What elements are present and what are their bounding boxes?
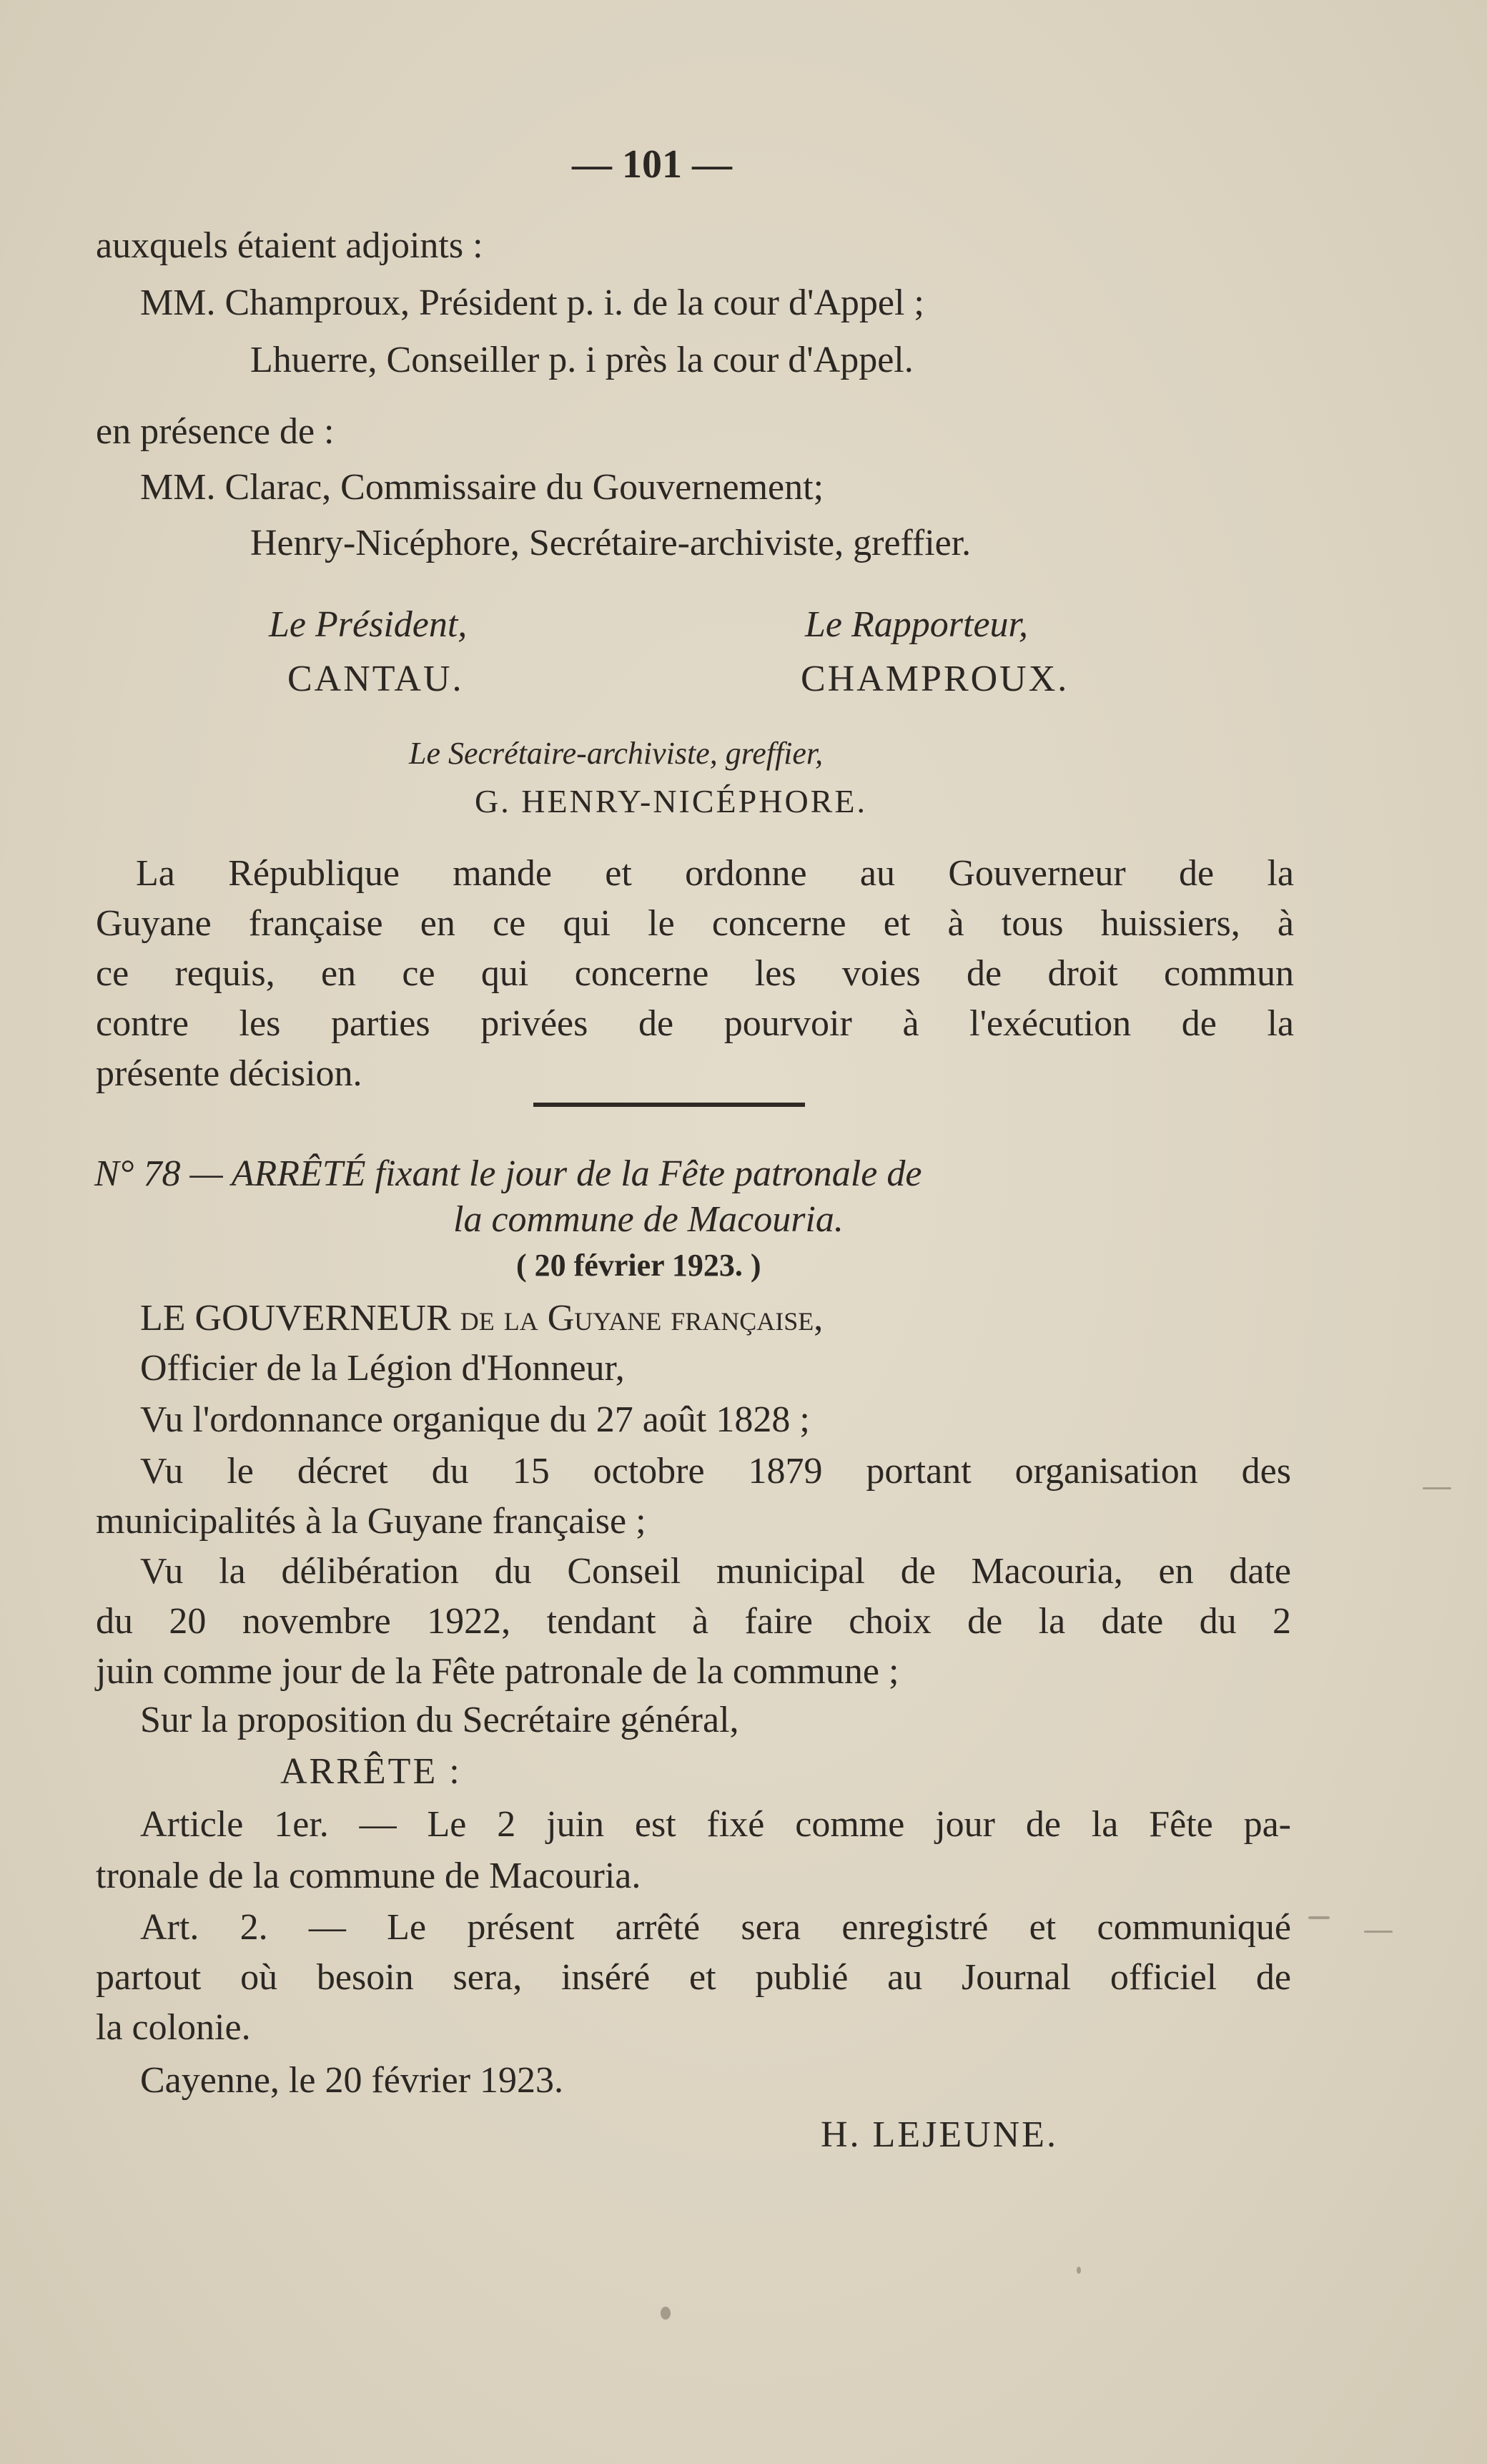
arrete-label: ARRÊTE : — [280, 1751, 462, 1792]
adjoint-line-1: MM. Champroux, Président p. i. de la cour d'Appel ; — [140, 282, 924, 323]
president-name: CANTAU. — [287, 659, 464, 699]
ink-speck — [1308, 1916, 1330, 1919]
mandate-line-5: présente décision. — [96, 1053, 362, 1094]
vu-line-3b: du 20 novembre 1922, tendant à faire choix de la date du 2 — [96, 1601, 1291, 1642]
secretaire-name: G. HENRY-NICÉPHORE. — [475, 783, 867, 819]
mandate-line-2: Guyane française en ce qui le concerne et à tous huissiers, à — [96, 903, 1294, 944]
vu-line-3a: Vu la délibération du Conseil municipal de Macouria, en date — [140, 1551, 1291, 1592]
ink-speck — [1364, 1931, 1393, 1933]
mandate-line-3: ce requis, en ce qui concerne les voies de droit commun — [96, 953, 1294, 994]
intro-line: auxquels étaient adjoints : — [96, 225, 483, 266]
arrete-heading-line-1: N° 78 — ARRÊTÉ fixant le jour de la Fête patronale de — [94, 1153, 922, 1194]
adjoint-line-2: Lhuerre, Conseiller p. i près la cour d'Appel. — [250, 340, 914, 380]
presence-line-2: Henry-Nicéphore, Secrétaire-archiviste, greffier. — [250, 523, 972, 563]
ink-speck — [661, 2307, 671, 2320]
place-date: Cayenne, le 20 février 1923. — [140, 2060, 564, 2101]
arrete-heading-line-2: la commune de Macouria. — [453, 1199, 844, 1240]
article-1-line-2: tronale de la commune de Macouria. — [96, 1856, 641, 1896]
mandate-line-1: La République mande et ordonne au Gouverneur de la — [136, 853, 1294, 894]
page-number: — 101 — — [572, 142, 732, 187]
vu-line-2a: Vu le décret du 15 octobre 1879 portant organisation des — [140, 1451, 1291, 1492]
officier-line: Officier de la Légion d'Honneur, — [140, 1348, 625, 1389]
article-1-line-1: Article 1er. — Le 2 juin est fixé comme jour de la Fête pa- — [140, 1804, 1291, 1845]
vu-line-3c: juin comme jour de la Fête patronale de la commune ; — [96, 1651, 899, 1692]
signature-lejeune: H. LEJEUNE. — [821, 2114, 1058, 2155]
secretaire-title: Le Secrétaire-archiviste, greffier, — [409, 736, 824, 771]
presence-intro: en présence de : — [96, 411, 335, 452]
rapporteur-name: CHAMPROUX. — [801, 659, 1069, 699]
mandate-line-4: contre les parties privées de pourvoir à l'exécution de la — [96, 1003, 1294, 1044]
presence-line-1: MM. Clarac, Commissaire du Gouvernement; — [140, 467, 824, 508]
article-2-line-3: la colonie. — [96, 2007, 251, 2048]
arrete-date: ( 20 février 1923. ) — [516, 1248, 761, 1283]
rapporteur-title: Le Rapporteur, — [805, 604, 1028, 645]
president-title: Le Président, — [269, 604, 468, 645]
article-2-line-2: partout où besoin sera, inséré et publié au Journal officiel de — [96, 1957, 1291, 1998]
ink-speck — [1423, 1487, 1451, 1489]
gouverneur-line: LE GOUVERNEUR de la Guyane française, — [140, 1298, 824, 1339]
vu-line-2b: municipalités à la Guyane française ; — [96, 1501, 646, 1542]
ink-speck — [1077, 2267, 1081, 2274]
proposition-line: Sur la proposition du Secrétaire général, — [140, 1700, 739, 1740]
section-divider — [533, 1103, 805, 1107]
vu-line-1: Vu l'ordonnance organique du 27 août 1828 ; — [140, 1399, 810, 1440]
article-2-line-1: Art. 2. — Le présent arrêté sera enregistré et communiqué — [140, 1907, 1291, 1948]
